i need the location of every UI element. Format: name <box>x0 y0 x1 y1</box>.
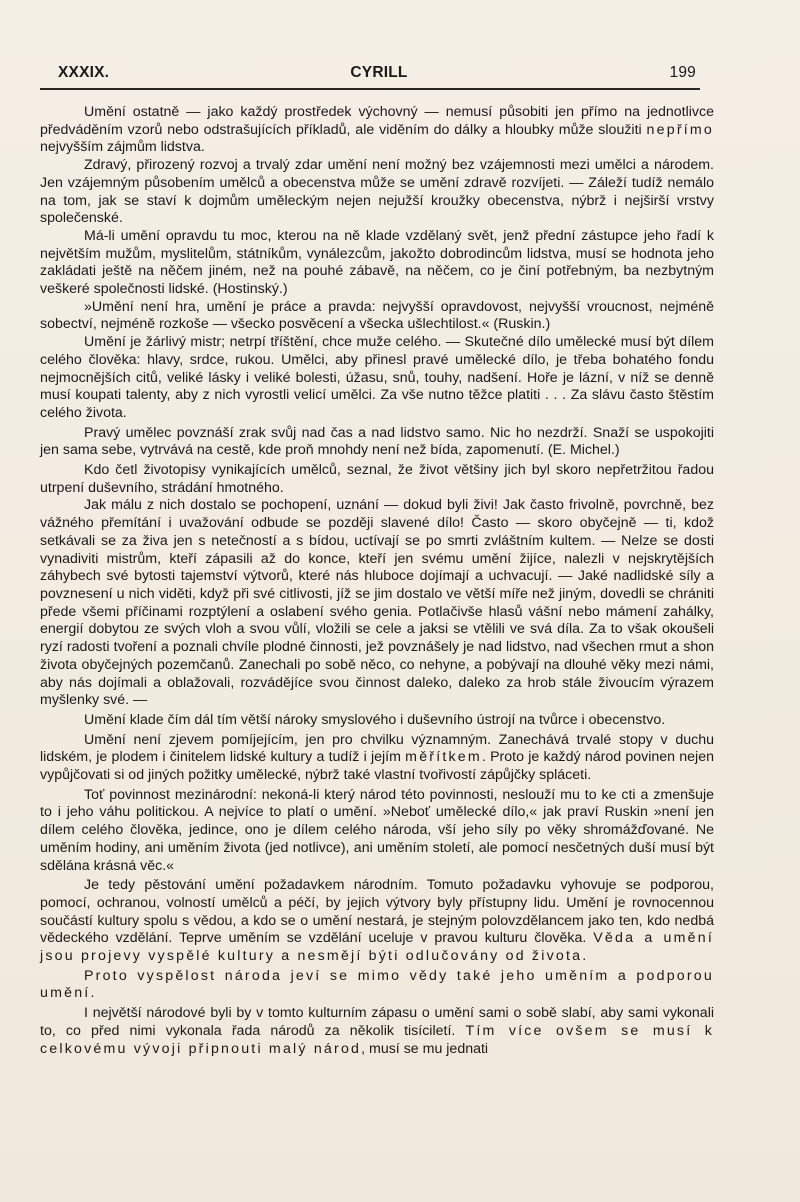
paragraph: Jak málu z nich dostalo se pochopení, uznání — dokud byli živi! Jak často frivolně, povrchně, bez vážného přemítání i uvažování odbude se později slavené dílo! Často — skoro obyčejně — ti, kdož setkávali se za živa jen s netečností a s bídou, uctívají se po smrti zvláštním kultem. — Nelze se dosti vynadiviti mistrům, kteří zápasili až do konce, kteří jen svému umění žijíce, nalezli v nejskrytějších záhybech své bytosti tajemství výtvorů, které nás hluboce dojímají a uchvacují. — Jaké nadlidské síly a povznesení u nich viděti, když při své citlivosti, jíž se jim dostalo ve větší míře než jiným, dovedli se chrániti přede všemi příčinami rozptýlení a oslabení svého genia. Potlačivše hlasů vášní nebo mámení zahálky, energií dobytou ze svých vloh a svou vůlí, vložili se cele a jaksi se vtělili ve svá díla. Za to však okoušeli ryzí radosti tvoření a poznali chvíle plodné činnosti, jež povznášely je nad lidstvo, nad všechen rmut a shon života obyčejných pozemčanů. Zanechali po sobě něco, co nehyne, a pobývají na dlouhé věky mezi námi, aby nás dojímali a oblažovali, rozvádějíce svou činnost daleko, daleko za hrob stále živoucím výrazem myšlenky své. — <box>40 497 714 709</box>
paragraph: I největší národové byli by v tomto kulturním zápasu o umění sami o sobě slabí, aby sami vykonali to, co před nimi vykonala řada národů za několik tisíciletí. Tím více ovšem se musí k celkovému vývoji připnouti malý národ, musí se mu jednati <box>40 1005 714 1057</box>
paragraph: Je tedy pěstování umění požadavkem národním. Tomuto požadavku vyhovuje se podporou, pomocí, ochranou, volností umělců a péčí, by jejich výtvory byly přístupny lidu. Umění je rovnocennou součástí kultury spolu s vědou, a kdo se o umění nestará, je stejným polovzdělancem jako ten, kdo nedbá vědeckého vzdělání. Teprve uměním se vzdělání uceluje v pravou kulturu člověka. Věda a umění jsou projevy vyspělé kultury a nesmějí býti odlučovány od života. <box>40 877 714 965</box>
volume-number: XXXIX. <box>58 64 110 81</box>
page-header <box>58 64 700 88</box>
paragraph: Má-li umění opravdu tu moc, kterou na ně klade vzdělaný svět, jenž přední zástupce jeho řadí k největším mužům, myslitelům, státníkům, vynálezcům, jakožto dobrodincům lidstva, musí se hodnota jeho zakládati ještě na něčem jiném, než na pouhé zábavě, na něčem, co je činí potřebným, ba nezbytným veškeré společnosti lidské. (Hostinský.) <box>40 227 714 298</box>
page-number: 199 <box>669 64 696 81</box>
article-body <box>40 104 714 1058</box>
paragraph: Zdravý, přirozený rozvoj a trvalý zdar umění není možný bez vzájemnosti mezi umělci a národem. Jen vzájemným působením umělců a obecenstva může se umění zdravě rozvíjeti. — Záleží tudíž nemálo na tom, jak se staví k dojmům uměleckým nejen nejužší kroužky obecenstva, nýbrž i nejširší vrstvy společenské. <box>40 157 714 227</box>
paragraph: Umění ostatně — jako každý prostředek výchovný — nemusí působiti jen přímo na jednotlivce předváděním vzorů nebo odstrašujících příkladů, ale viděním do dálky a hloubky může sloužiti nepřímo nejvyšším zájmům lidstva. <box>40 104 714 156</box>
paragraph: Umění je žárlivý mistr; netrpí tříštění, chce muže celého. — Skutečné dílo umělecké musí být dílem celého člověka: hlavy, srdce, rukou. Umělci, aby přinesl pravé umělecké dílo, je třeba bohatého fondu nejmocnějších citů, veliké lásky i veliké bolesti, úžasu, snů, touhy, nadšení. Hoře je lázní, v níž se denně musí koupati talenty, aby z nich vyrostli velicí umělci. Za vše nutno těžce platiti . . . Za slávu často štěstím celého života. <box>40 334 714 421</box>
paragraph: Proto vyspělost národa jeví se mimo vědy také jeho uměním a podporou umění. <box>40 967 714 1002</box>
header-rule <box>40 88 700 90</box>
paragraph: Toť povinnost mezinárodní: nekoná-li který národ této povinnosti, neslouží mu to ke cti a zmenšuje to i jeho váhu politickou. A nejvíce to platí o umění. »Neboť umělecké dílo,« jak praví Ruskin »není jen dílem celého člověka, jedince, ono je dílem celého národa, vší jeho síly po věky shromážďované. Ne uměním hodiny, ani uměním života (jed notlivce), ani uměním století, ale pomocí nesčetných duší musí být sdělána krásná věc.« <box>40 786 714 874</box>
journal-title: CYRILL <box>350 64 408 81</box>
paragraph: Umění není zjevem pomíjejícím, jen pro chvilku významným. Zanechává trvalé stopy v duchu lidském, je plodem i činitelem lidské kultury a tudíž i jejím měřítkem. Proto je každý národ povinen nejen vypůjčovati si od jiných požitky umělecké, nýbrž také vlastní tvořivostí zápůjčky spláceti. <box>40 731 714 784</box>
paragraph: »Umění není hra, umění je práce a pravda: nejvyšší opravdovost, nejvyšší vroucnost, nejméně sobectví, nejméně rozkoše — všecko posvěcení a všecka ušlechtilost.« (Ruskin.) <box>40 298 714 333</box>
paragraph: Pravý umělec povznáší zrak svůj nad čas a nad lidstvo samo. Nic ho nezdrží. Snaží se uspokojiti jen sama sebe, vytrvává na cestě, kde proň mnohdy není než bída, zapomenutí. (E. Michel.) <box>40 424 714 459</box>
paragraph: Umění klade čím dál tím větší nároky smyslového i duševního ústrojí na tvůrce i obecenstvo. <box>84 711 666 728</box>
paragraph: Kdo četl životopisy vynikajících umělců, seznal, že život většiny jich byl skoro nepřetržitou řadou utrpení duševního, strádání hmotného. <box>40 462 714 496</box>
